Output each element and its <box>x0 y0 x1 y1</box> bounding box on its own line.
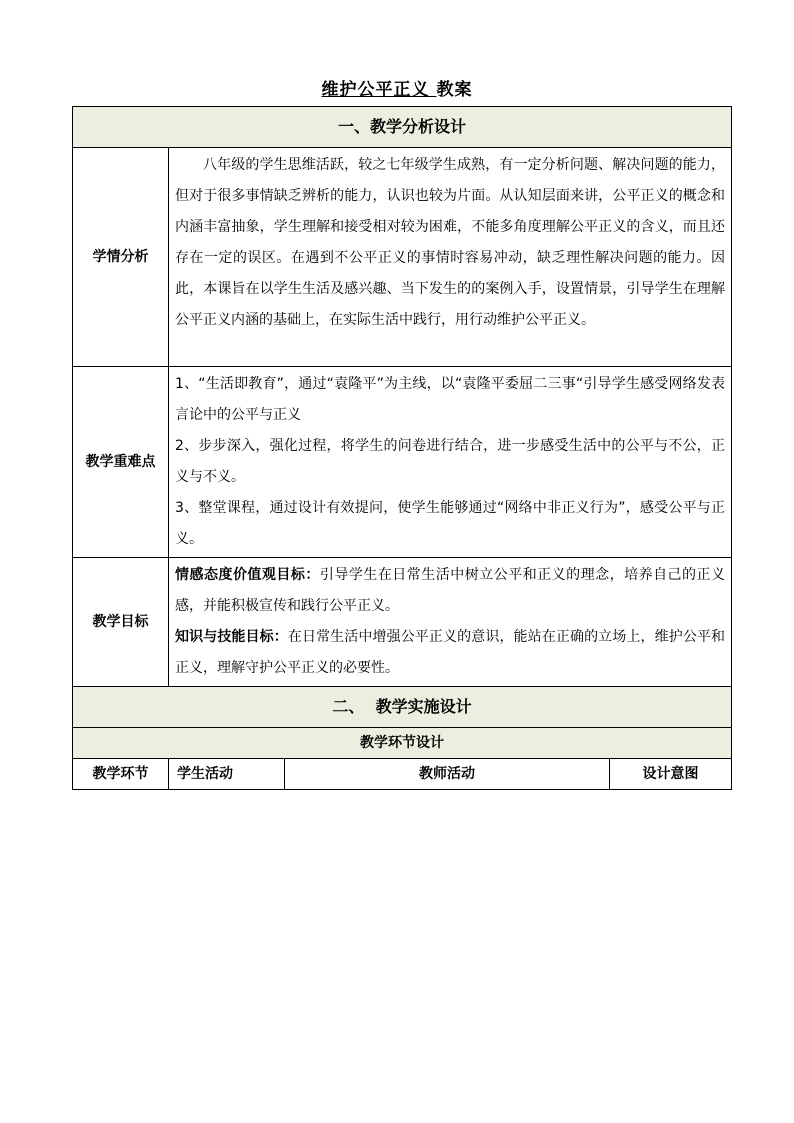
key-point-2: 2、步步深入，强化过程，将学生的问卷进行结合，进一步感受生活中的公平与不公，正义与不义。 <box>175 438 726 485</box>
analysis-text: 八年级的学生思维活跃，较之七年级学生成熟，有一定分析问题、解决问题的能力，但对于很多事情缺乏辨析的能力，认识也较为片面。从认知层面来讲，公平正义的概念和内涵丰富抽象，学生理解和接受相对较为困难，不能多角度理解公平正义的含义，而且还存在一定的误区。在遇到不公平正义的事情时容易冲动，缺乏理性解决问题的能力。因此，本课旨在以学生生活及感兴趣、当下发生的的案例入手，设置情景，引导学生在理解公平正义内涵的基础上，在实际生活中践行，用行动维护公平正义。 <box>175 157 726 328</box>
column-header-teacher: 教师活动 <box>285 759 610 790</box>
key-point-1: 1、“生活即教育”，通过“袁隆平”为主线，以“袁隆平委屈二三事“引导学生感受网络发表言论中的公平与正义 <box>175 376 726 423</box>
goal-2 <box>175 622 725 684</box>
key-points-cell <box>169 367 732 558</box>
document-title <box>0 75 794 100</box>
goal-cell <box>169 558 732 687</box>
goal-1 <box>175 560 725 622</box>
goal-2-text: 在日常生活中增强公平正义的意识，能站在正确的立场上，维护公平和正义，理解守护公平正义的必要性。 <box>175 629 726 676</box>
goal-1-title: 情感态度价值观目标： <box>175 567 320 583</box>
title-suffix: 教案 <box>436 80 473 100</box>
goal-2-title: 知识与技能目标： <box>175 629 288 645</box>
key-point-3: 3、整堂课程，通过设计有效提问，使学生能够通过“网络中非正义行为”，感受公平与正义。 <box>175 500 726 547</box>
column-header-student: 学生活动 <box>169 759 285 790</box>
section2-subheading: 教学环节设计 <box>73 728 732 759</box>
column-header-intent: 设计意图 <box>610 759 732 790</box>
section2-heading: 二、 教学实施设计 <box>73 687 732 728</box>
analysis-label: 学情分析 <box>73 148 169 367</box>
title-main: 维护公平正义 <box>321 80 430 100</box>
lesson-plan-table <box>72 106 732 790</box>
key-points-label: 教学重难点 <box>73 367 169 558</box>
section1-heading: 一、教学分析设计 <box>73 107 732 148</box>
analysis-cell <box>169 148 732 367</box>
goal-1-text: 引导学生在日常生活中树立公平和正义的理念，培养自己的正义感，并能积极宣传和践行公平正义。 <box>175 567 726 614</box>
goal-label: 教学目标 <box>73 558 169 687</box>
column-header-stage: 教学环节 <box>73 759 169 790</box>
